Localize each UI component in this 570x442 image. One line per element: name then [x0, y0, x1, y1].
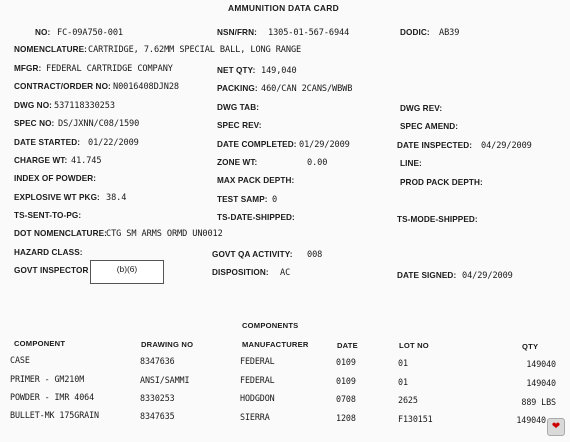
spec-no-value: DS/JXNN/C08/1590 — [58, 119, 140, 129]
dodic-label: DODIC: — [400, 28, 430, 37]
no-value: FC-09A750-001 — [57, 28, 123, 38]
col-header-component: COMPONENT — [14, 339, 66, 348]
col-header-lot-no: LOT NO — [399, 341, 429, 350]
cell-drawing-no: 8347636 — [140, 356, 175, 366]
cell-date: 0109 — [336, 376, 356, 386]
date-inspected-value: 04/29/2009 — [481, 141, 532, 151]
ts-mode-shipped-label: TS-MODE-SHIPPED: — [397, 215, 478, 224]
redaction-box — [90, 260, 164, 284]
line-label: LINE: — [400, 159, 422, 168]
dwg-no-value: 537118330253 — [54, 101, 115, 111]
index-powder-label: INDEX OF POWDER: — [14, 174, 97, 183]
date-signed-label: DATE SIGNED: — [397, 271, 457, 280]
cell-qty: 889 LBS — [521, 397, 556, 407]
dwg-no-label: DWG NO: — [14, 101, 52, 110]
col-header-drawing-no: DRAWING NO — [141, 340, 194, 349]
app-badge-icon[interactable]: ❤ — [547, 418, 565, 436]
cell-qty: 149040 — [526, 378, 556, 388]
dot-nomenclature-label: DOT NOMENCLATURE: — [14, 229, 107, 238]
disposition-label: DISPOSITION: — [212, 268, 269, 277]
prod-pack-depth-label: PROD PACK DEPTH: — [400, 178, 483, 187]
col-header-manufacturer: MANUFACTURER — [242, 340, 309, 349]
test-samp-label: TEST SAMP: — [217, 195, 268, 204]
zone-wt-value: 0.00 — [307, 158, 328, 168]
spec-no-label: SPEC NO: — [14, 119, 55, 128]
components-title: COMPONENTS — [242, 321, 299, 330]
cell-manufacturer: HODGDON — [240, 393, 275, 403]
test-samp-value: 0 — [272, 195, 278, 205]
cell-lot-no: F130151 — [398, 414, 433, 424]
cell-lot-no: 2625 — [398, 395, 418, 405]
nomenclature-label: NOMENCLATURE: — [14, 45, 88, 54]
ts-date-shipped-label: TS-DATE-SHIPPED: — [217, 213, 295, 222]
no-label: NO: — [35, 28, 51, 37]
mfgr-label: MFGR: — [14, 64, 42, 73]
cell-component: POWDER - IMR 4064 — [10, 392, 95, 402]
cell-component: BULLET-MK 175GRAIN — [10, 410, 99, 420]
spec-rev-label: SPEC REV: — [217, 121, 262, 130]
govt-qa-label: GOVT QA ACTIVITY: — [212, 250, 293, 259]
date-inspected-label: DATE INSPECTED: — [397, 141, 473, 150]
net-qty-value: 149,040 — [261, 66, 297, 76]
packing-value: 460/CAN 2CANS/WBWB — [261, 84, 353, 94]
cell-manufacturer: FEDERAL — [240, 375, 275, 385]
nsn-label: NSN/FRN: — [217, 28, 257, 37]
max-pack-depth-label: MAX PACK DEPTH: — [217, 176, 295, 185]
explosive-wt-label: EXPLOSIVE WT PKG: — [14, 193, 100, 202]
date-completed-label: DATE COMPLETED: — [217, 140, 297, 149]
cell-drawing-no: ANSI/SAMMI — [140, 375, 190, 385]
spec-amend-label: SPEC AMEND: — [400, 122, 459, 131]
dot-nomenclature-value: CTG SM ARMS ORMD UN0012 — [106, 229, 223, 239]
mfgr-value: FEDERAL CARTRIDGE COMPANY — [46, 64, 173, 74]
cell-date: 0109 — [336, 357, 356, 367]
ts-sent-label: TS-SENT-TO-PG: — [14, 211, 82, 220]
cell-component: CASE — [10, 355, 30, 365]
cell-date: 1208 — [336, 413, 356, 423]
govt-inspector-label: GOVT INSPECTOR — [14, 266, 89, 275]
contract-label: CONTRACT/ORDER NO: — [14, 82, 111, 91]
col-header-qty: QTY — [522, 342, 539, 351]
col-header-date: DATE — [337, 341, 358, 350]
nomenclature-value: CARTRIDGE, 7.62MM SPECIAL BALL, LONG RANGE — [88, 45, 302, 55]
govt-inspector-value: (b)(6) — [116, 264, 138, 274]
cell-component: PRIMER - GM210M — [10, 374, 85, 384]
cell-drawing-no: 8347635 — [140, 411, 175, 421]
contract-value: N0016408DJN28 — [113, 82, 179, 92]
explosive-wt-value: 38.4 — [106, 193, 127, 203]
date-signed-value: 04/29/2009 — [462, 271, 513, 281]
cell-manufacturer: SIERRA — [240, 412, 270, 422]
cell-manufacturer: FEDERAL — [240, 356, 275, 366]
cell-lot-no: 01 — [398, 358, 408, 368]
packing-label: PACKING: — [217, 84, 258, 93]
cell-qty: 149040 — [526, 359, 556, 369]
charge-wt-value: 41.745 — [71, 156, 102, 166]
card-title: AMMUNITION DATA CARD — [228, 3, 339, 13]
date-started-value: 01/22/2009 — [88, 138, 139, 148]
hazard-class-label: HAZARD CLASS: — [14, 248, 83, 257]
date-completed-value: 01/29/2009 — [299, 140, 350, 150]
zone-wt-label: ZONE WT: — [217, 158, 258, 167]
cell-qty: 149040 — [516, 415, 546, 425]
charge-wt-label: CHARGE WT: — [14, 156, 68, 165]
date-started-label: DATE STARTED: — [14, 138, 81, 147]
dodic-value: AB39 — [439, 28, 460, 38]
cell-date: 0708 — [336, 394, 356, 404]
govt-qa-value: 008 — [307, 250, 323, 260]
cell-lot-no: 01 — [398, 377, 408, 387]
dwg-tab-label: DWG TAB: — [217, 103, 260, 112]
nsn-value: 1305-01-567-6944 — [268, 28, 350, 38]
net-qty-label: NET QTY: — [217, 66, 256, 75]
disposition-value: AC — [280, 268, 291, 278]
dwg-rev-label: DWG REV: — [400, 104, 443, 113]
cell-drawing-no: 8330253 — [140, 393, 175, 403]
